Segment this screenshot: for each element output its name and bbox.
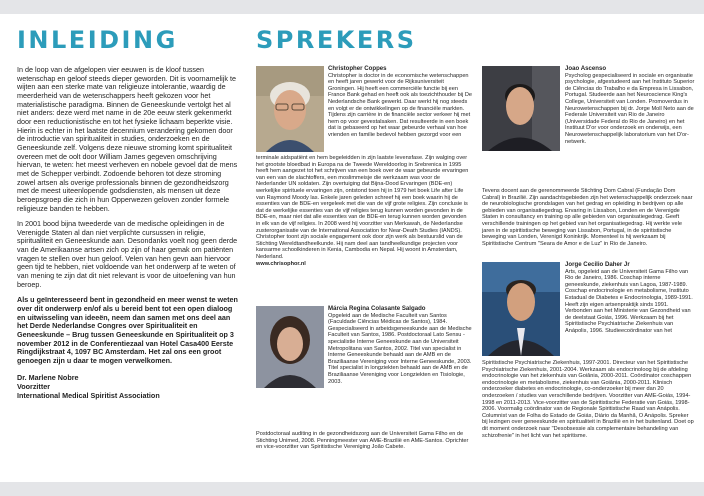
signature: [17, 373, 240, 400]
intro-paragraph: In de loop van de afgelopen vier eeuwen is de kloof tussen wetenschap en geloof steeds dieper geworden. Dit is voornamelijk te wijten aan een sterke mate van religieuze intolerantie, waardig de meerderheid van de wetenschappers heeft gekozen voor het materialistische paradigma. Binnen de Geneeskunde vertolgt het al niet anders: deze werd met name in de 20e eeuw sterk gekenmerkt door een reductionistische en tot het fysieke lichaam beperkte visie. Hierin is echter in het laatste decennium verandering gekomen door de introductie van spiritualiteit in studies, onderzoeken en de Geneeskunde zelf. Volgens deze nieuwe stroming komt spiritualiteit overeen met de oolt door William James gegeven omschrijving hiervan, te weten: het meest verheven en nobele gevoel dat de mens met de Schepper verbindt. Zodoende behoren tot deze stroming zowel artsen als overige professionals binnen de gezondheidszorg met de meest uiteenlopende godsdiensten, als mensen uit deze beroepsgroep die zich in hun Opperwezen geloven zonder formele religieuze banden te hebben.: [17, 65, 238, 213]
speaker-bio-salgado: [328, 306, 472, 385]
speaker-bio-coppes-cont: [256, 155, 472, 267]
signature-role: Voorzitter: [17, 381, 51, 391]
speaker-name: Christopher Coppes: [328, 65, 387, 72]
speaker-name: Jorge Cecilio Daher Jr: [565, 261, 630, 268]
speaker-bio-side: Psycholog gespecialiseerd in sociale en organisatie psychologie, afgestudeerd aan het Instituto Superior de Ciências do Trabalho e da Empresa in Lissabon, Portugal. Studeerde aan het Neuroscience King's College, Universiteit van Londen. Promoverdus in Neurowetenschappen bij dr. Jorge Moll Neto aan de Federale Universiteit van Rio de Janeiro (Universidade Federal do Rio de Janeiro) en het Instituut D'or voor onderzoek en onderwijs, een Neurowetenschappelijk laboratorium van het D'or-netwerk.: [565, 72, 695, 145]
speaker-photo-salgado: [256, 306, 324, 388]
speaker-bio-side: Opgeleid aan de Medische Faculteit van Santos (Faculdade Ciências Médicas de Santos), 1984. Gespecialiseerd in arbeidsgeneeskunde aan de Medische Faculteit van Santos, 1986. Postdoctoraal Lato Sensu - specialistie Interne Geneeskunde aan de Universiteit Metropolitana van Santos, 2002. Titel van specialist in Interne Geneeskunde behaald aan de AMB en de Braziliaanse Vereniging voor Interne Geneeskunde, 2003. Titel specialist in longziekten behaald aan de AMB en de Braziliaanse Vereniging voor Longziekten en Tisiologie, 2003.: [328, 312, 472, 385]
speaker-bio-side: Christopher is doctor in de economische wetenschappen en heeft jaren gewerkt voor de Rijksuniversiteit Groningen. Hij heeft een commerciële functie bij een France Bank gehad en heeft ook als toezichthouder bij De Nederlandsche Bank gewerkt. Daar werkt hij nog steeds en volgt er de ontwikkelingen op de financiële markten. Tijdens zijn carrière in de financiële sector verkeer hij met hem op voor gevestalsaken. Dat resulteerde in een boek dat is gebaseerd op het waar gebeurde verhaal van hoe vrienden en familie bedevol hebben gezorgd voor een: [328, 72, 472, 138]
top-band: [0, 0, 704, 14]
speaker-photo-coppes: [256, 66, 324, 152]
speaker-bio-ascenso-cont: [482, 188, 694, 247]
intro-heading: INLEIDING: [17, 26, 178, 54]
speaker-bio-daher-cont: [482, 360, 694, 439]
intro-paragraph: Als u geïnteresseerd bent in gezondheid en meer wenst te weten over dit onderwerp en/of als u bereid bent tot een open dialoog en uitwisseling van ideeën, neem dan samen met ons deel aan het Derde Nederlandse Congres over Spiritualiteit en Geneeskunde – Brug tussen Geneeskunde en Spiritualiteit op 3 november 2012 in de Conferentiezaal van Hotel Casa400 Eerste Ringdijkstraat 4, 1097 BC Amsterdam. Het zal ons een groot genoegen zijn u daar te mogen verwelkomen.: [17, 295, 238, 365]
speakers-heading: SPREKERS: [256, 26, 417, 54]
speaker-bio-full: Tevens docent aan de gerenommeerde Stichting Dom Cabral (Fundação Dom Cabral) in Brazilië. Zijn aandachtsgebieden zijn het wetenschappelijk onderzoek naar de neurobiologische grondslagen van het gedrag en opleiding in bedrijven op alle gebieden van organisatiegedrag. Ervaring in Lissabon, Londen en de Verenigde Staten in consultancy en training op alle gebieden van organisatiegedrag. Geeft verschillende trainingen op het gebied van het organisatiegedrag. Hij werkte vele jaren in de spiritistische beweging van Lissabon, Portugal, in de spiritistische beweging van Londen, Verenigd Koninkrijk. Momenteel is hij werkzaam bij Spiritistische Centrum "Seara de Amor e de Luz" in Rio de Janeiro.: [482, 188, 693, 247]
signature-name: Dr. Marlene Nobre: [17, 372, 79, 382]
speaker-bio-ascenso: [565, 66, 695, 145]
speaker-bio-salgado-cont: [256, 431, 472, 451]
speaker-bio-full: Postdoctoraal auditing in de gezondheidszorg aan de Universiteit Gama Filho en de Stichting Unimed, 2008. Penningmeester van AME-Brazilië en AME-Santos. Oprichter en vice-voorzitter van Spiritistische Vereniging João Cabete.: [256, 431, 469, 451]
speaker-url: www.chrisophor.nl: [256, 260, 306, 267]
speaker-photo-ascenso: [482, 66, 560, 151]
speaker-bio-side: Arts, opgeleid aan de Universiteit Gama Filho van Rio de Janeiro, 1986. Coschap interne geneeskunde, ziekenhuis van Lagoa, 1987-1989. Coschap endocrinologie en metabolisme, Instituto Estadual de Diabetes e Endocrinologia, 1989-1991. Heeft zijn eigen artsenpraktijk sinds 1991. Verbonden aan het Ministerie van Gezondheid van de deelstaat Goiás, 1996. Werkzaam bij het Spiritistische Psychiatrische Ziekenhuis van Anápolis, 1996. Studieecoördinator van het: [565, 268, 693, 334]
intro-paragraph: In 2001 bood bijna tweederde van de medische opleidingen in de Verenigde Staten al dan niet verplichte cursussen in religie, spiritualiteit en Geneeskunde aan. Desondanks voelt nog geen derde van de Amerikaanse artsen zich op zijn of haar gemak om patiënten vragen te stellen over hun geloof. Velen van hen gevn aan hiervoor geen tijd te hebben, niet voldoende van het onderwerp af te weten of van mening te zijn dat dit niet relevant is voor de uitoefening van hun beroep.: [17, 219, 238, 289]
speaker-bio-coppes: [328, 66, 472, 139]
intro-column: [17, 66, 240, 400]
bottom-band: [0, 482, 704, 496]
speaker-name: Joao Ascenso: [565, 65, 607, 72]
signature-org: International Medical Spiritist Association: [17, 390, 160, 400]
speaker-bio-daher: [565, 262, 695, 335]
speaker-photo-daher: [482, 262, 560, 356]
speaker-name: Márcia Regina Colasante Salgado: [328, 305, 426, 312]
speaker-bio-full: Spiritistische Psychiatrische Ziekenhuis, 1997-2001. Directeur van het Spiritistische Psychiatrische Ziekenhuis, 2001-2004. Werkzaam als endocrinoloog bij de afdeling endocrinologie van het ziekenhuis van Goiânia, 2000-2011. Coördinator coschappen endocrinologie en metabolisme, ziekenhuis van Goiânia, 2000-2011. Klinisch onderzoeker diabetes en endocrinologie, co-onderzoeker bij meer dan 20 onderzoeken / studies van verschillende bedrijven. Voorzitter van AME-Goiás, 1994-1998 en 2011-2013. Vice-voorzitter van de Spiritistische Federatie van Goiás, 1998-2006. Voormalig coördinator van de Regionale Spiritistische Raad van Anápolis. Columnist van de Folha do Estado de Goiás, Diário da Manhã, O Anápolis. Spreker bij lezingen over geneeskunde en spiritualiteit in Brazilië en in het buitenland. Doet op dit moment onderzoek naar "Desobsessie als complementaire behandeling van schizofrenie" in het licht van het spiritisme.: [482, 360, 694, 439]
speaker-bio-full: terminale aidspatiënt en hem begeleidden in zijn laatste levensfase. Zijn walging over het grootste bloedbad in Europa na de Tweede Wereldoorlog in Srebrenica in 1995 heeft hem aangezet tot het schrijven van een boek over de waar gebeurde ervaringen van een van de slachtoffers, een moslimmeisje die werkzaam was voor de Nederlander UN soldaten. Zijn overtuiging dat Bijna-Dood Ervaringen (BDE-en) werkelijke spirituele ervaringen zijn, ontstond toen hij in 1979 het boek Life after Life van Raymond Moody las. Enkele jaren geleden schreef hij een boek waarin hij de essenties van de BDE-en vergeleek met die van de vijf grote religies. Zijn conclusie is dat de werkelijke essenties van de vijf religies terug kunnen worden gevonden in de BDE-en, maar niet dat alle essenties van de BDE-en terug kunnen worden gevonden in elk van de vijf religies. In 2008 werd hij voorzitter van Merkawah, de Nederlandse zusterorganisatie van de International Association for Near-Death Studies (IANDS). Christopher toont zijn sociale engagement ook door zijn werk als bestuurslid van de Stichting Wereldtandheelkunde. Hij nam deel aan tandheelkundige projecten voor kansarme schoolkinderen in Kenia, Cambodia en Nepal. Hij woont in Amsterdam, Nederland.: [256, 155, 469, 260]
